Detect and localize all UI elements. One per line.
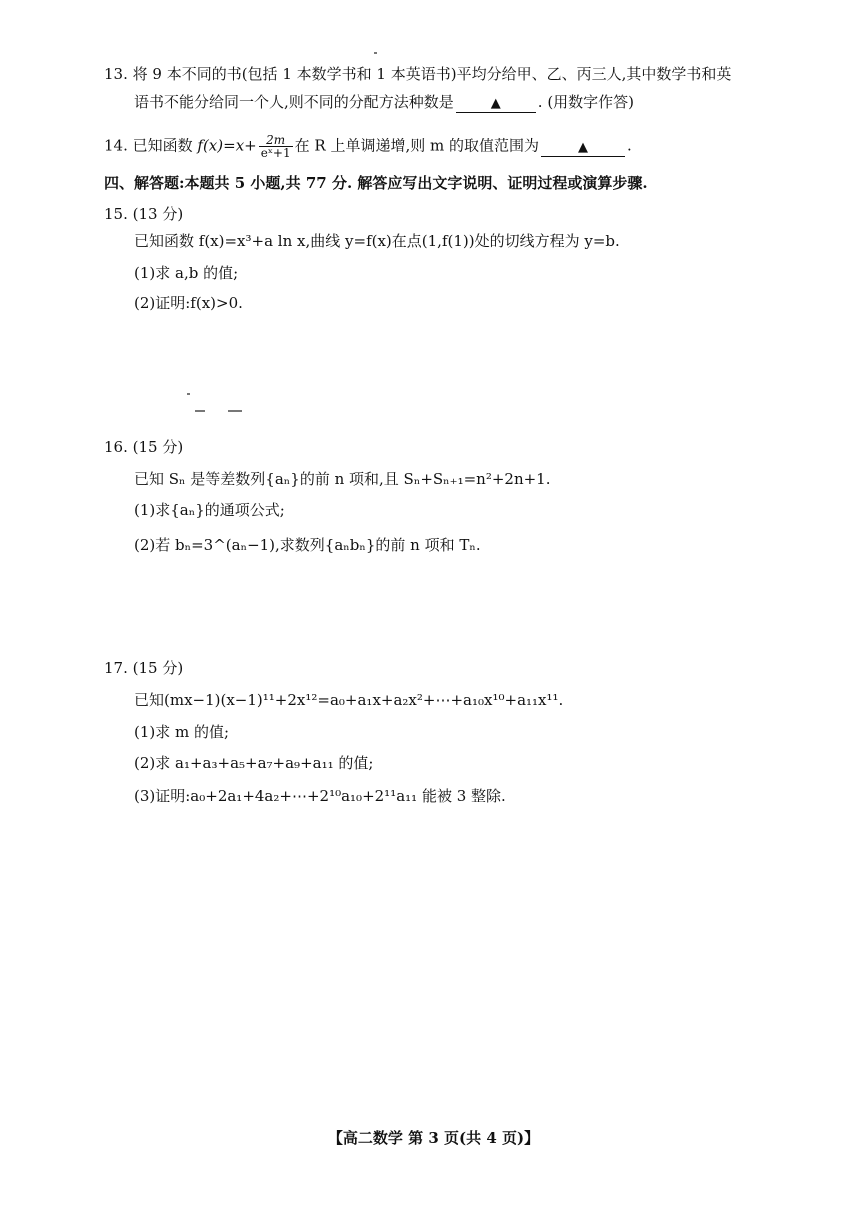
- scan-speck: [228, 410, 242, 412]
- triangle-icon: ▲: [577, 139, 588, 155]
- q14-end: .: [626, 136, 632, 155]
- q14-prefix: 14. 已知函数: [104, 136, 193, 155]
- q17-header: 17. (15 分): [104, 659, 184, 677]
- q17-stem: 已知(mx−1)(x−1)¹¹+2x¹²=a₀+a₁x+a₂x²+⋯+a₁₀x¹⁰+a₁₁x¹¹.: [134, 691, 564, 709]
- q16-part1: (1)求{aₙ}的通项公式;: [134, 501, 285, 519]
- q13-answer-blank: [456, 94, 536, 113]
- scan-speck: [374, 52, 377, 54]
- q14-line: [104, 134, 632, 159]
- q16-stem: 已知 Sₙ 是等差数列{aₙ}的前 n 项和,且 Sₙ+Sₙ₊₁=n²+2n+1.: [134, 470, 551, 488]
- q15-header: 15. (13 分): [104, 205, 184, 223]
- q17-part2: (2)求 a₁+a₃+a₅+a₇+a₉+a₁₁ 的值;: [134, 754, 374, 772]
- q13-line1: 13. 将 9 本不同的书(包括 1 本数学书和 1 本英语书)平均分给甲、乙、丙三人,其中数学书和英: [104, 65, 732, 83]
- q14-condition: 在 R 上单调递增,则 m 的取值范围为: [294, 136, 539, 155]
- page-footer: 【高二数学 第 3 页(共 4 页)】: [327, 1129, 540, 1147]
- q15-stem: 已知函数 f(x)=x³+a ln x,曲线 y=f(x)在点(1,f(1))处的切线方程为 y=b.: [134, 232, 620, 250]
- q15-part1: (1)求 a,b 的值;: [134, 264, 239, 282]
- section-heading: 四、解答题:本题共 5 小题,共 77 分. 解答应写出文字说明、证明过程或演算步骤.: [104, 174, 648, 192]
- q17-part3: (3)证明:a₀+2a₁+4a₂+⋯+2¹⁰a₁₀+2¹¹a₁₁ 能被 3 整除.: [134, 787, 506, 805]
- q14-function: f(x)=x+: [197, 136, 257, 155]
- q16-header: 16. (15 分): [104, 438, 184, 456]
- q14-fraction-denominator: eˣ+1: [260, 146, 291, 160]
- q14-fraction-numerator: 2m: [259, 134, 293, 147]
- q16-part2: (2)若 bₙ=3^(aₙ−1),求数列{aₙbₙ}的前 n 项和 Tₙ.: [134, 536, 481, 554]
- q14-fraction: [259, 134, 293, 159]
- q13-line2-text: 语书不能分给同一个人,则不同的分配方法种数是: [134, 93, 454, 111]
- q15-part2: (2)证明:f(x)>0.: [134, 294, 243, 312]
- scan-speck: [187, 393, 190, 395]
- q17-part1: (1)求 m 的值;: [134, 723, 230, 741]
- q14-answer-blank: [541, 138, 625, 157]
- scan-speck: [195, 410, 205, 412]
- q13-line2-note: . (用数字作答): [537, 93, 635, 111]
- q13-line2: [134, 92, 634, 113]
- triangle-icon: ▲: [490, 96, 501, 111]
